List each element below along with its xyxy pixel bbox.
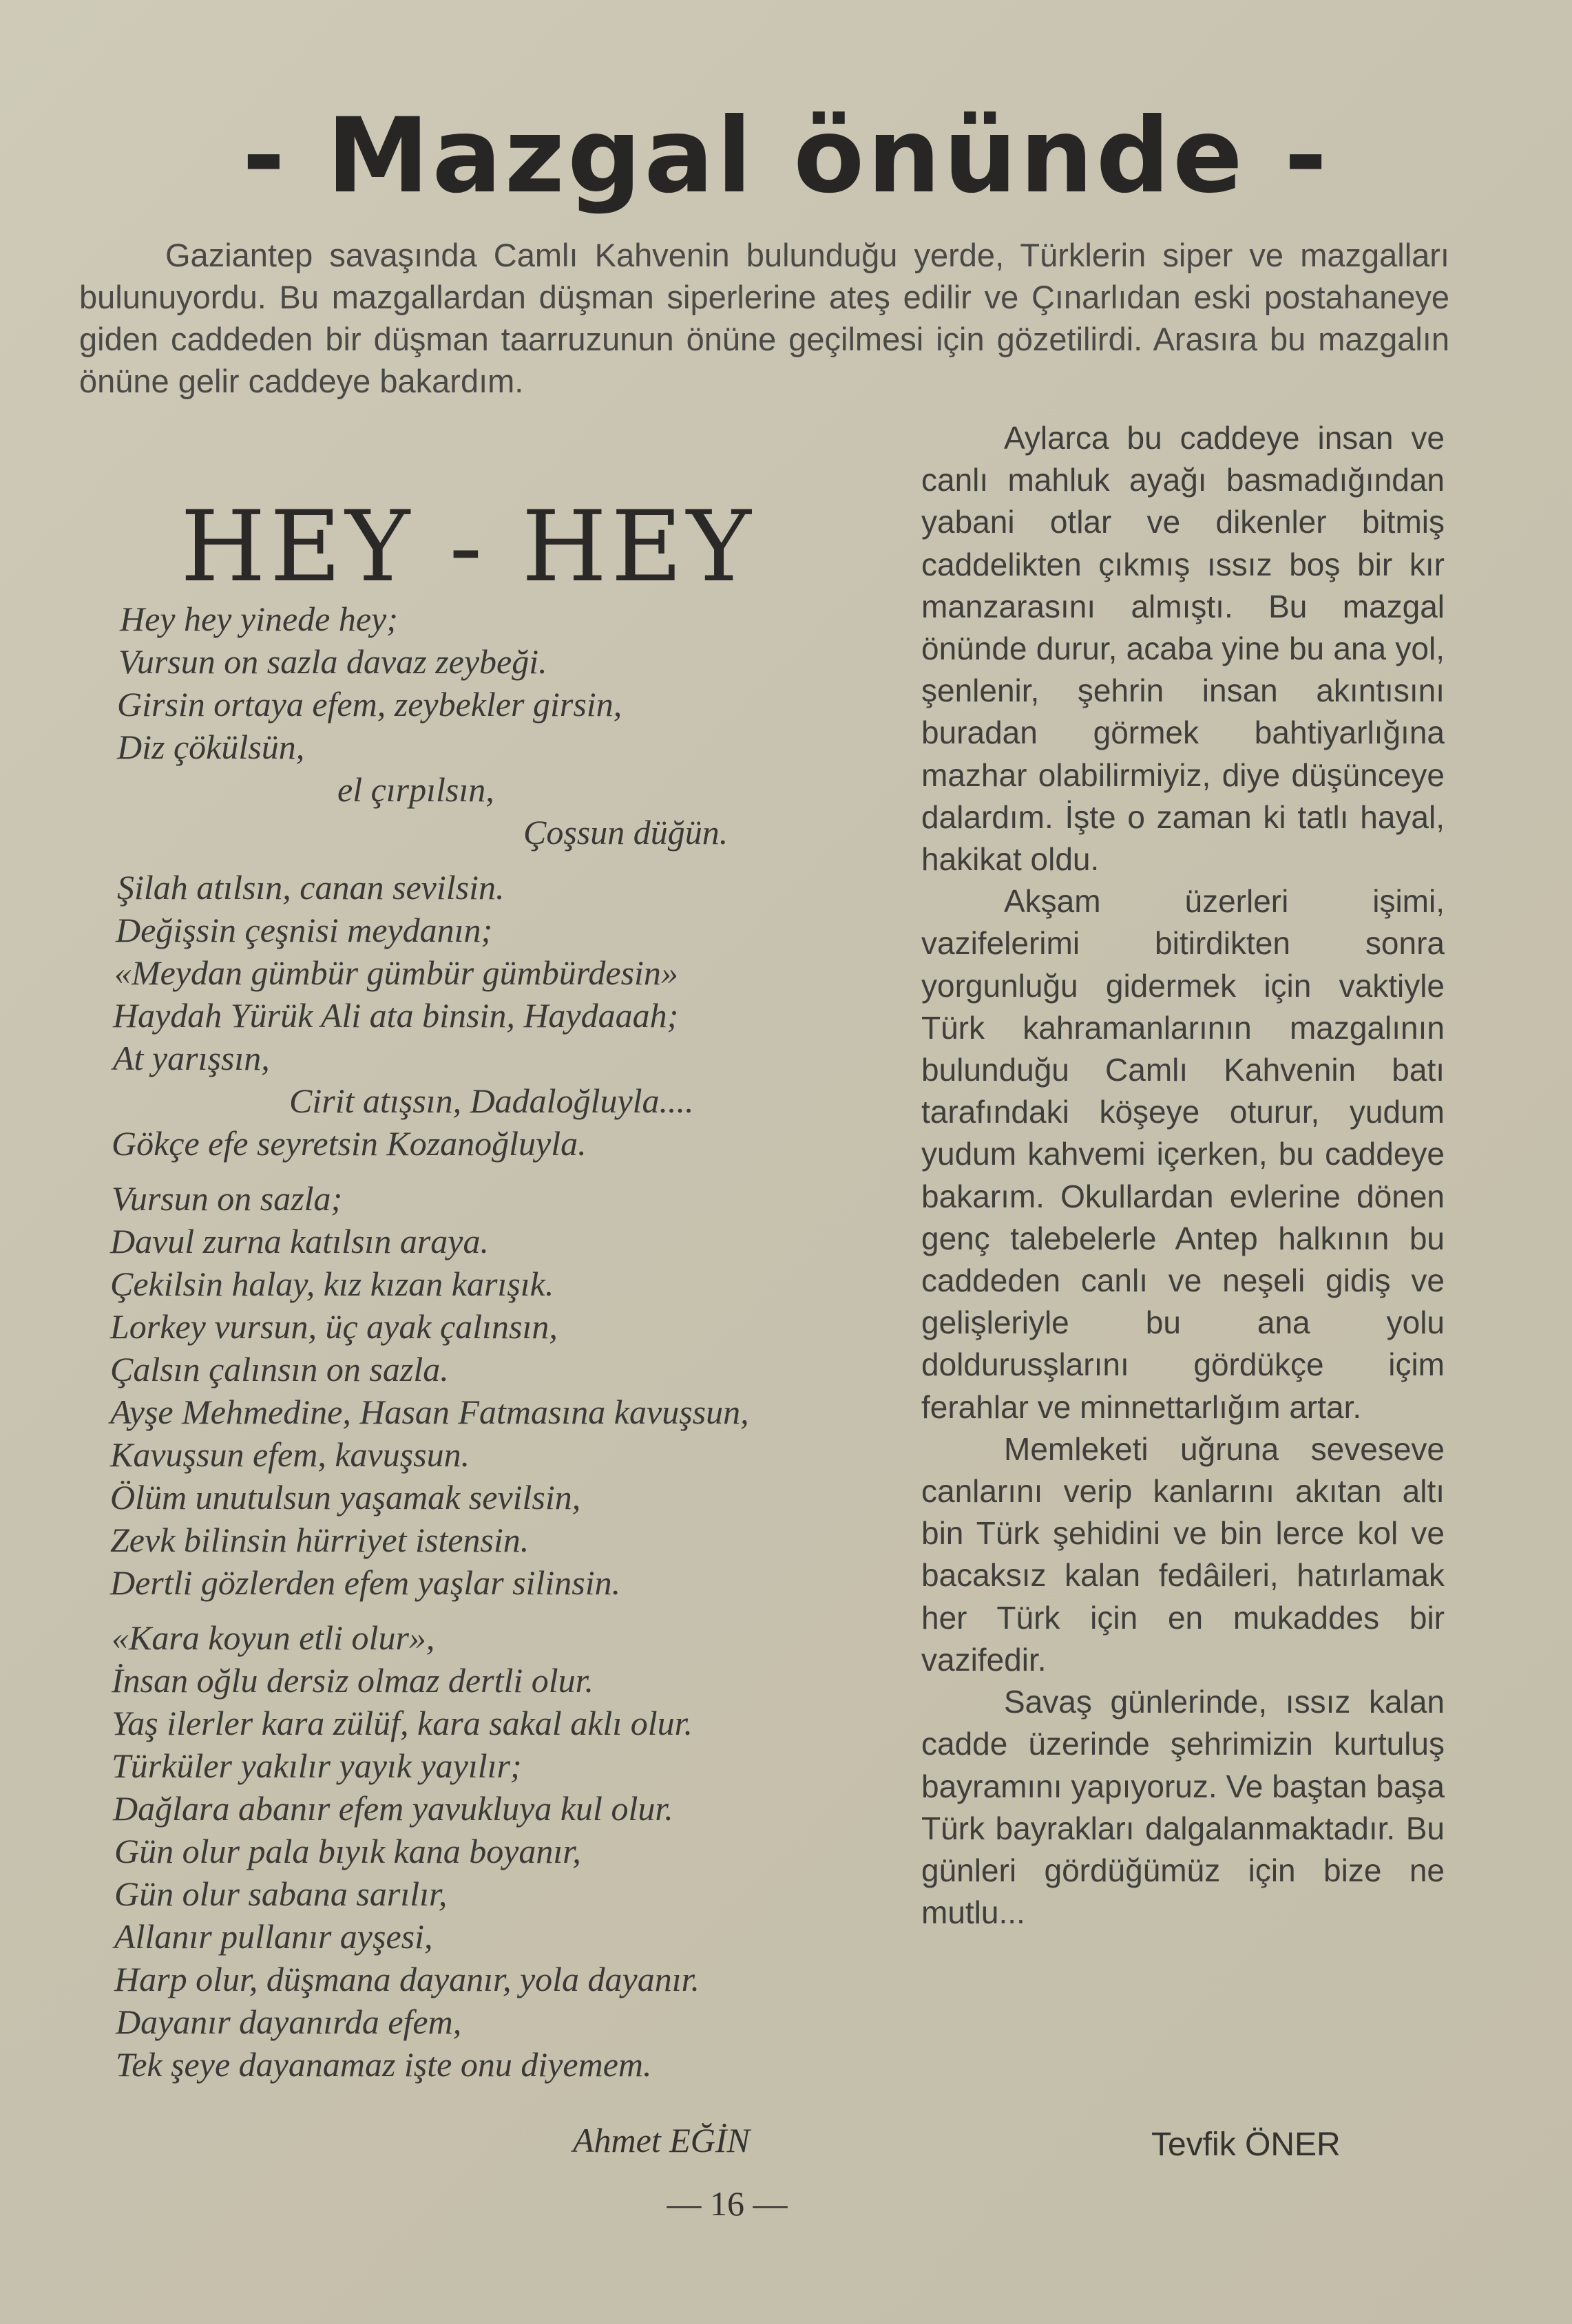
poem-line: Gün olur pala bıyık kana boyanır,: [114, 1832, 581, 1870]
poem-body: [110, 598, 854, 2086]
poem-line: Davul zurna katılsın araya.: [110, 1222, 489, 1260]
page-number: — 16 —: [667, 2184, 788, 2223]
article-title: - Mazgal önünde -: [242, 96, 1330, 216]
article-paragraph: Savaş günlerinde, ıssız kalan cadde üzerinde şehrimizin kurtuluş bayramını yapıyoruz. Ve baştan başa Türk bayrakları dalgalanmaktadır. Bu günleri gördüğümüz için bize ne mutlu...: [921, 1684, 1445, 1931]
article-column: [921, 417, 1445, 1934]
poem-line: At yarışsın,: [113, 1039, 270, 1077]
poem-line: Kavuşsun efem, kavuşsun.: [110, 1435, 470, 1474]
poem-title: HEY - HEY: [180, 490, 755, 604]
poem-line: «Kara koyun etli olur»,: [112, 1618, 435, 1657]
poem-line: Ölüm unutulsun yaşamak sevilsin,: [110, 1478, 581, 1517]
poem-line: Vursun on sazla davaz zeybeği.: [118, 642, 547, 681]
poem-line: Lorkey vursun, üç ayak çalınsın,: [110, 1307, 558, 1346]
poem-line: Zevk bilinsin hürriyet istensin.: [110, 1521, 530, 1559]
poem-line: İnsan oğlu dersiz olmaz dertli olur.: [112, 1661, 594, 1700]
poem-line: Tek şeye dayanamaz işte onu diyemem.: [116, 2045, 652, 2084]
article-intro: Gaziantep savaşında Camlı Kahvenin bulunduğu yerde, Türklerin siper ve mazgalları bulunuyordu. Bu mazgallardan düşman siperlerine ateş edilir ve Çınarlıdan eski postahaneye giden caddeden bir düşman taarruzunun önüne geçilmesi için gözetilirdi. Arasıra bu mazgalın önüne gelir caddeye bakardım.: [79, 237, 1449, 399]
article-paragraph: Aylarca bu caddeye insan ve canlı mahluk ayağı basmadığından yabani otlar ve dikenler bitmiş caddelikten çıkmış ıssız boş bir kır manzarasını almıştı. Bu mazgal önünde durur, acaba yine bu ana yol, şenlenir, şehrin insan akıntısını buradan görmek bahtiyarlığına mazhar olabilirmiyiz, diye düşünceye dalardım. İşte o zaman ki tatlı hayal, hakikat oldu.: [921, 420, 1445, 878]
poem-line: Cirit atışsın, Dadaloğluyla....: [289, 1081, 694, 1120]
article-signature: Tevfik ÖNER: [1151, 2126, 1341, 2163]
poem-line: Allanır pullanır ayşesi,: [114, 1917, 433, 1956]
article-paragraph: Memleketi uğruna seveseve canlarını verip kanlarını akıtan altı bin Türk şehidini ve bin lerce kol ve bacaksız kalan fedâileri, hatırlamak her Türk için en mukaddes bir vazifedir.: [921, 1430, 1445, 1678]
poem-line: el çırpılsın,: [337, 770, 494, 809]
poem-line: Gün olur sabana sarılır,: [114, 1874, 448, 1913]
poem-line: Diz çökülsün,: [117, 728, 305, 766]
poem-line: Dağlara abanır efem yavukluya kul olur.: [113, 1789, 673, 1828]
poem-author: Ahmet EĞİN: [573, 2121, 750, 2159]
poem-line: Gökçe efe seyretsin Kozanoğluyla.: [112, 1124, 587, 1163]
poem-line: «Meydan gümbür gümbür gümbürdesin»: [114, 953, 678, 992]
poem-line: Çalsın çalınsın on sazla.: [110, 1350, 449, 1388]
poem-line: Şilah atılsın, canan sevilsin.: [117, 868, 505, 907]
poem-line: Dertli gözlerden efem yaşlar silinsin.: [110, 1563, 621, 1602]
poem-line: Çoşsun düğün.: [523, 813, 729, 852]
poem-line: Değişsin çeşnisi meydanın;: [116, 911, 493, 949]
poem-line: Ayşe Mehmedine, Hasan Fatmasına kavuşsun,: [110, 1393, 749, 1431]
article-paragraph: Akşam üzerleri işimi, vazifelerimi bitirdikten sonra yorgunluğu gidermek için vaktiyle Türk kahramanlarının mazgalının bulunduğu Camlı Kahvenin batı tarafındaki köşeye oturur, yudum yudum kahvemi içerken, bu caddeye bakarım. Okullardan evlerine dönen genç talebelerle Antep halkının bu caddeden canlı ve neşeli gidiş ve gelişleriyle bu ana yolu doldurusşlarını gördükçe içim ferahlar ve minnettarlığım artar.: [921, 883, 1445, 1425]
poem-line: Hey hey yinede hey;: [120, 600, 398, 638]
poem-line: Yaş ilerler kara zülüf, kara sakal aklı olur.: [112, 1704, 693, 1742]
poem-line: Vursun on sazla;: [112, 1179, 343, 1218]
poem-line: Harp olur, düşmana dayanır, yola dayanır.: [114, 1960, 700, 1998]
poem-line: Dayanır dayanırda efem,: [116, 2003, 462, 2041]
poem-line: Çekilsin halay, kız kızan karışık.: [110, 1265, 554, 1303]
poem-line: Girsin ortaya efem, zeybekler girsin,: [117, 685, 622, 723]
poem-line: Haydah Yürük Ali ata binsin, Haydaaah;: [113, 996, 679, 1035]
poem-line: Türküler yakılır yayık yayılır;: [112, 1746, 522, 1785]
